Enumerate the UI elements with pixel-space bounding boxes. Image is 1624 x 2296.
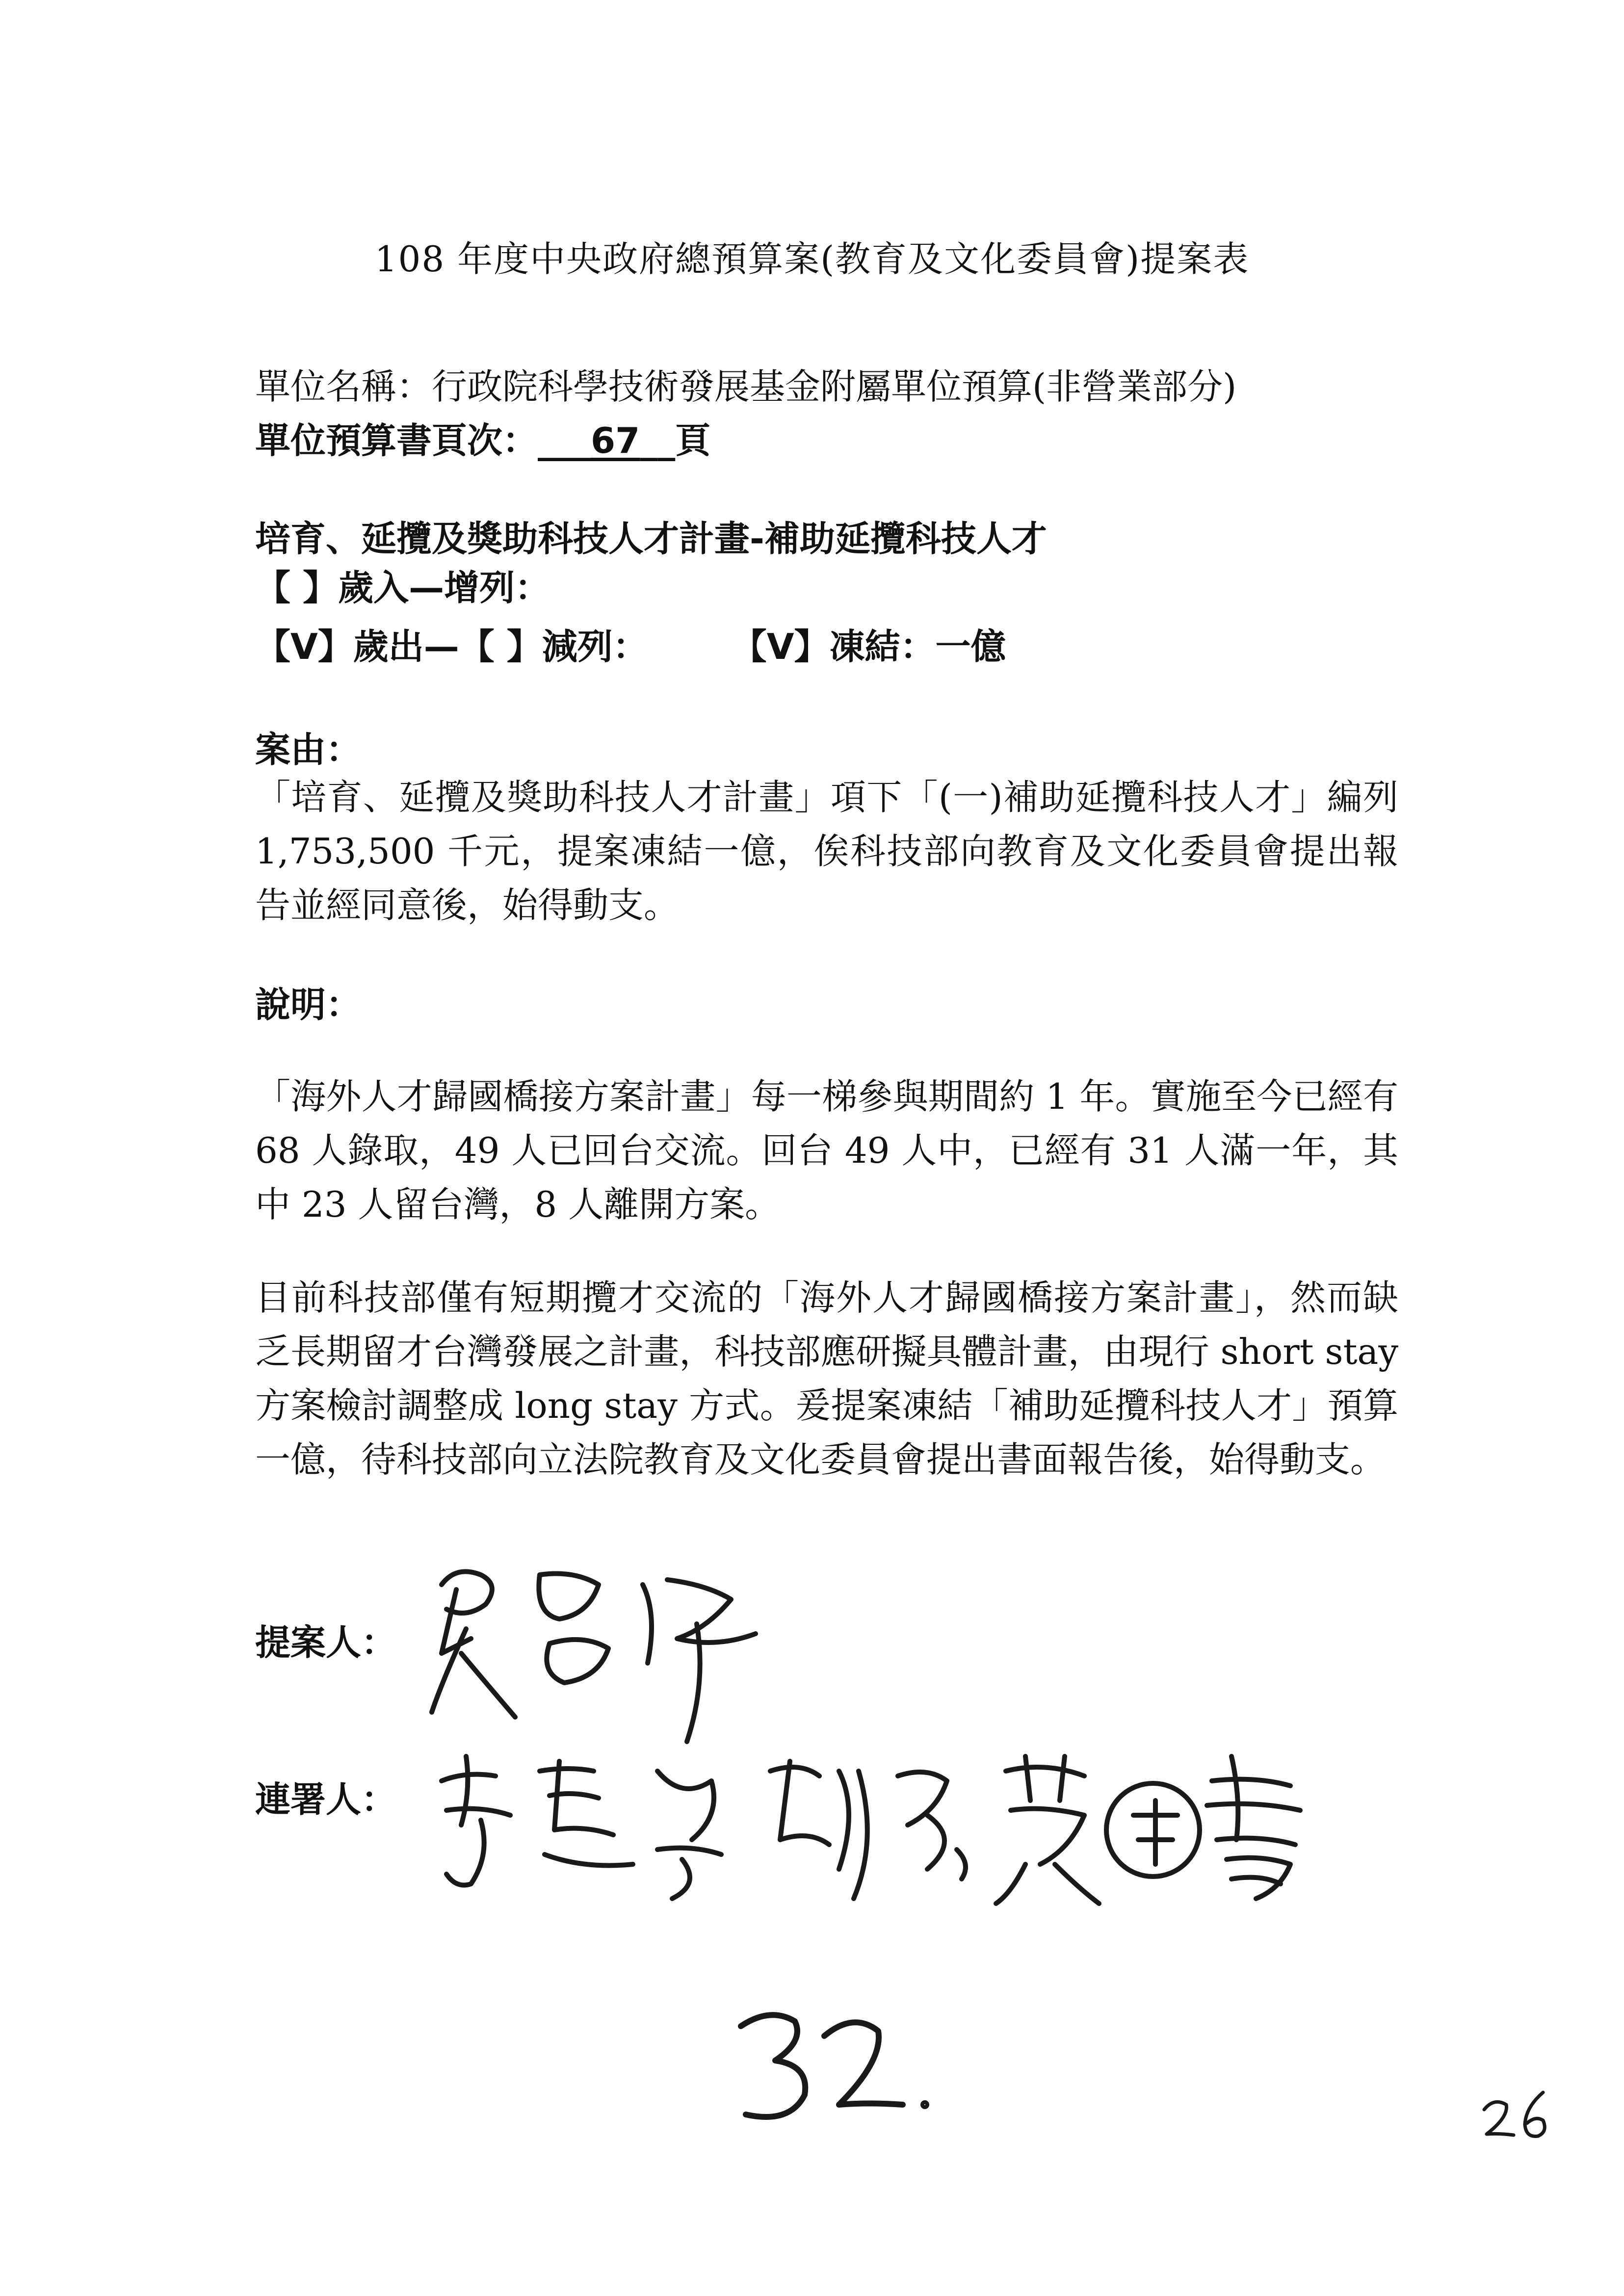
cosigner-label: 連署人： [255, 1779, 397, 1820]
unit-name: 單位名稱：行政院科學技術發展基金附屬單位預算(非營業部分) [255, 366, 1237, 407]
explanation-paragraph-1: 「海外人才歸國橋接方案計畫」每一梯參與期間約 1 年。實施至今已經有 68 人錄取，49 人已回台交流。回台 49 人中，已經有 31 人滿一年，其中 23 人留台灣，8 人離開方案。 [255, 1076, 1398, 1225]
page-ref-suffix: 頁 [675, 420, 711, 461]
reason-heading: 案由： [255, 729, 362, 770]
document-title: 108 年度中央政府總預算案(教育及文化委員會)提案表 [374, 238, 1250, 280]
expenditure-reduce: 【V】歲出—【 】減列： [255, 626, 648, 667]
explanation-paragraph-2: 目前科技部僅有短期攬才交流的「海外人才歸國橋接方案計畫」，然而缺乏長期留才台灣發展之計畫，科技部應研擬具體計畫，由現行 short stay 方案檢討調整成 long stay 方式。爰提案凍結「補助延攬科技人才」預算一億，待科技部向立法院教育及文化委員會提出書面報告後，始得動支。 [255, 1277, 1398, 1480]
expenditure-freeze: 【V】凍結：一億 [731, 626, 1006, 667]
expenditure-line [255, 618, 1006, 669]
proposer-label: 提案人： [255, 1622, 397, 1663]
page-ref-number: 67 [591, 420, 640, 461]
handwritten-number [726, 1997, 952, 2144]
explanation-heading: 說明： [255, 984, 362, 1025]
page-reference [255, 412, 710, 463]
proposer-signature [412, 1555, 785, 1751]
reason-text: 「培育、延攬及獎助科技人才計畫」項下「(一)補助延攬科技人才」編列 1,753,500 千元，提案凍結一億，俟科技部向教育及文化委員會提出報告並經同意後，始得動支。 [255, 777, 1398, 926]
cosigner-signatures [427, 1742, 1388, 1918]
handwritten-page-number [1477, 2085, 1560, 2144]
page-ref-blank-before: ___ [538, 420, 591, 461]
revenue-line: 【 】歲入—增列： [255, 567, 550, 608]
program-name: 培育、延攬及獎助科技人才計畫-補助延攬科技人才 [255, 518, 1047, 559]
page-ref-blank-after: __ [640, 420, 676, 461]
page-ref-label: 單位預算書頁次： [255, 420, 538, 461]
